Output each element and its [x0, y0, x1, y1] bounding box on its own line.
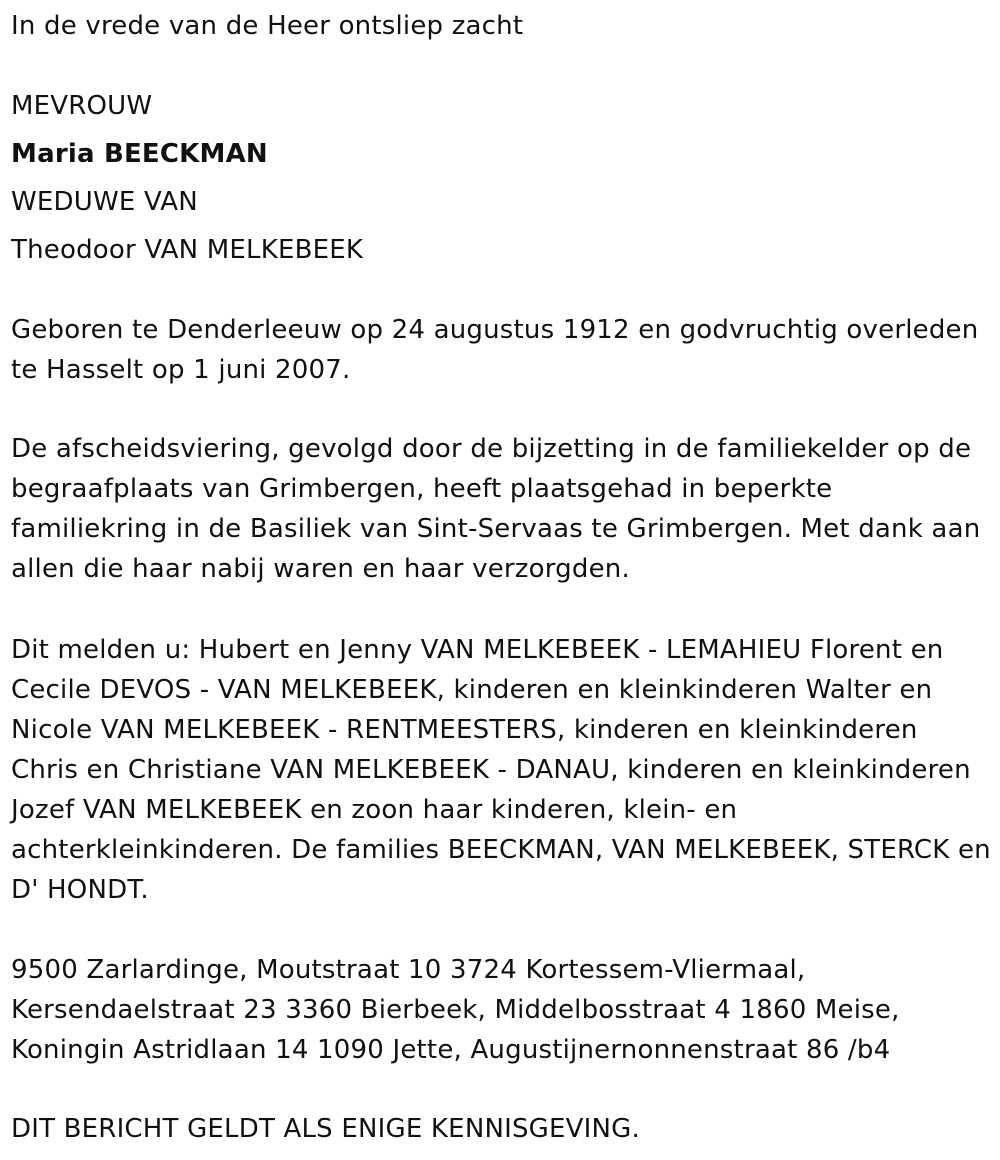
title-prefix: MEVROUW [11, 91, 153, 121]
announcers-line: Jozef VAN MELKEBEEK en zoon haar kinderen, klein- en [11, 795, 738, 825]
ceremony-paragraph [11, 429, 991, 589]
ceremony-line: familiekring in de Basiliek van Sint-Servaas te Grimbergen. Met dank aan [11, 514, 981, 544]
birth-death-line: te Hasselt op 1 juni 2007. [11, 355, 351, 385]
announcers-line: Cecile DEVOS - VAN MELKEBEEK, kinderen en kleinkinderen Walter en [11, 675, 933, 705]
announcers-line: Dit melden u: Hubert en Jenny VAN MELKEBEEK - LEMAHIEU Florent en [11, 635, 944, 665]
announcers-line: Nicole VAN MELKEBEEK - RENTMEESTERS, kinderen en kleinkinderen [11, 715, 918, 745]
closing-line: DIT BERICHT GELDT ALS ENIGE KENNISGEVING. [11, 1114, 640, 1144]
address-line: Kersendaelstraat 23 3360 Bierbeek, Middelbosstraat 4 1860 Meise, [11, 995, 900, 1025]
spouse-name: Theodoor VAN MELKEBEEK [11, 235, 364, 265]
addresses-paragraph [11, 950, 991, 1070]
relation-line: WEDUWE VAN [11, 187, 198, 217]
announcers-line: D' HONDT. [11, 875, 149, 905]
announcers-line: Chris en Christiane VAN MELKEBEEK - DANAU, kinderen en kleinkinderen [11, 755, 971, 785]
address-line: Koningin Astridlaan 14 1090 Jette, Augustijnernonnenstraat 86 /b4 [11, 1035, 891, 1065]
ceremony-line: De afscheidsviering, gevolgd door de bijzetting in de familiekelder op de [11, 434, 972, 464]
ceremony-line: allen die haar nabij waren en haar verzorgden. [11, 554, 630, 584]
announcers-paragraph [11, 630, 991, 910]
announcers-line: achterkleinkinderen. De families BEECKMAN, VAN MELKEBEEK, STERCK en [11, 835, 991, 865]
deceased-name: Maria BEECKMAN [11, 139, 268, 169]
birth-death-line: Geboren te Denderleeuw op 24 augustus 1912 en godvruchtig overleden [11, 315, 979, 345]
birth-death-paragraph [11, 310, 991, 390]
intro-line: In de vrede van de Heer ontsliep zacht [11, 11, 524, 41]
address-line: 9500 Zarlardinge, Moutstraat 10 3724 Kortessem-Vliermaal, [11, 955, 806, 985]
ceremony-line: begraafplaats van Grimbergen, heeft plaatsgehad in beperkte [11, 474, 833, 504]
